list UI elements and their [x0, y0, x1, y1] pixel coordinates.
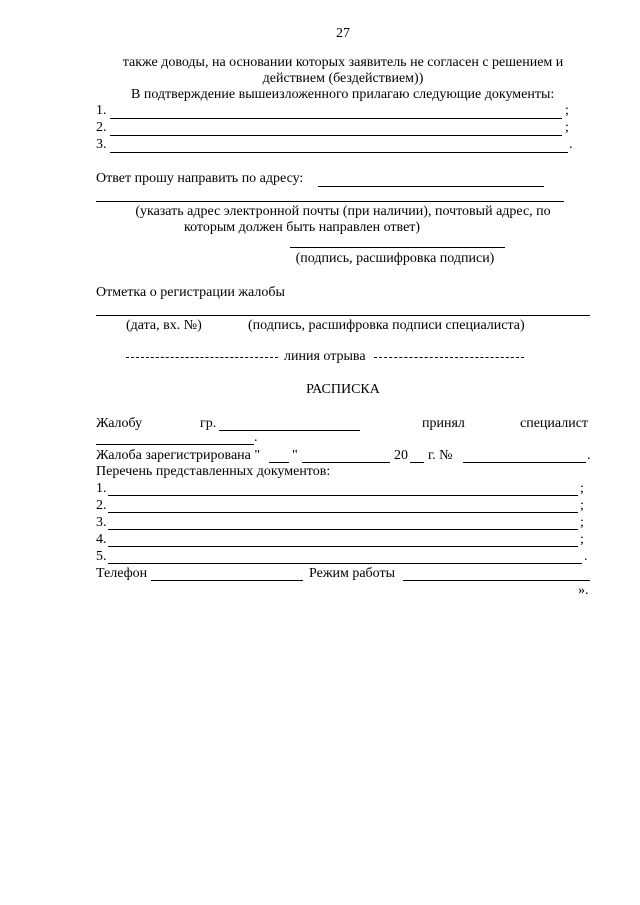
receipt-doc-5-line	[108, 563, 582, 564]
receipt-doc-1-end: ;	[580, 481, 584, 496]
receipt-registered-quote: "	[292, 448, 298, 463]
receipt-registered-end: .	[587, 448, 591, 463]
attachment-2-end: ;	[565, 120, 569, 135]
intro-line-1: также доводы, на основании которых заявитель не согласен с решением и	[122, 55, 564, 70]
receipt-registered-label: Жалоба зарегистрирована "	[96, 448, 261, 463]
receipt-specialist-word: специалист	[520, 416, 589, 431]
attachment-1-end: ;	[565, 103, 569, 118]
response-hint-line-1: (указать адрес электронной почты (при наличии), почтовый адрес, по	[135, 204, 551, 219]
receipt-doc-4-end: ;	[580, 532, 584, 547]
receipt-phone-line	[151, 580, 303, 581]
signature-line	[290, 247, 505, 248]
receipt-doc-1-line	[108, 495, 578, 496]
registration-label: Отметка о регистрации жалобы	[96, 285, 285, 300]
intro-line-2: действием (бездействием))	[262, 71, 424, 86]
tear-line-right	[374, 357, 524, 358]
receipt-hours-label: Режим работы	[309, 566, 396, 581]
response-address-line-2	[96, 201, 564, 202]
receipt-doc-2-line	[108, 512, 578, 513]
attachment-3-end: .	[569, 137, 573, 152]
receipt-doc-4-line	[108, 546, 578, 547]
receipt-phone-label: Телефон	[96, 566, 148, 581]
receipt-year-suffix: г. №	[428, 448, 453, 463]
receipt-doc-5-number: 5.	[96, 549, 107, 564]
receipt-complaint-word: Жалобу	[96, 416, 143, 431]
response-address-line	[318, 186, 544, 187]
tear-line-left	[126, 357, 278, 358]
receipt-day-line	[269, 462, 289, 463]
signature-caption: (подпись, расшифровка подписи)	[295, 251, 495, 266]
tear-line-label: линия отрыва	[284, 349, 366, 364]
receipt-year-line	[410, 462, 424, 463]
receipt-doc-2-end: ;	[580, 498, 584, 513]
receipt-doc-3-line	[108, 529, 578, 530]
registration-signature-caption: (подпись, расшифровка подписи специалиста)	[248, 318, 525, 333]
attachment-1-line	[110, 118, 562, 119]
attachment-2-line	[110, 135, 562, 136]
response-address-label: Ответ прошу направить по адресу:	[96, 171, 304, 186]
receipt-doc-5-end: .	[584, 549, 588, 564]
receipt-doc-3-number: 3.	[96, 515, 107, 530]
receipt-hours-line	[403, 580, 590, 581]
receipt-closing: ».	[578, 583, 589, 598]
registration-line	[96, 315, 590, 316]
attachment-3-line	[110, 152, 568, 153]
receipt-doc-2-number: 2.	[96, 498, 107, 513]
receipt-line-2-end: .	[254, 430, 258, 445]
registration-date-caption: (дата, вх. №)	[126, 318, 202, 333]
receipt-doc-4-number: 4.	[96, 532, 107, 547]
receipt-doc-3-end: ;	[580, 515, 584, 530]
page-number: 27	[336, 26, 350, 41]
attachment-3-number: 3.	[96, 137, 107, 152]
receipt-citizen-line	[219, 430, 360, 431]
attachment-1-number: 1.	[96, 103, 107, 118]
intro-line-3: В подтверждение вышеизложенного прилагаю следующие документы:	[131, 87, 555, 102]
receipt-doc-1-number: 1.	[96, 481, 107, 496]
receipt-docs-label: Перечень представленных документов:	[96, 464, 331, 479]
response-hint-line-2: которым должен быть направлен ответ)	[184, 220, 421, 235]
attachment-2-number: 2.	[96, 120, 107, 135]
receipt-specialist-line	[96, 444, 254, 445]
receipt-month-line	[302, 462, 390, 463]
receipt-title: РАСПИСКА	[306, 382, 380, 397]
receipt-number-line	[463, 462, 586, 463]
receipt-citizen-prefix: гр.	[200, 416, 217, 431]
receipt-accepted-word: принял	[422, 416, 465, 431]
receipt-year-label: 20	[394, 448, 408, 463]
